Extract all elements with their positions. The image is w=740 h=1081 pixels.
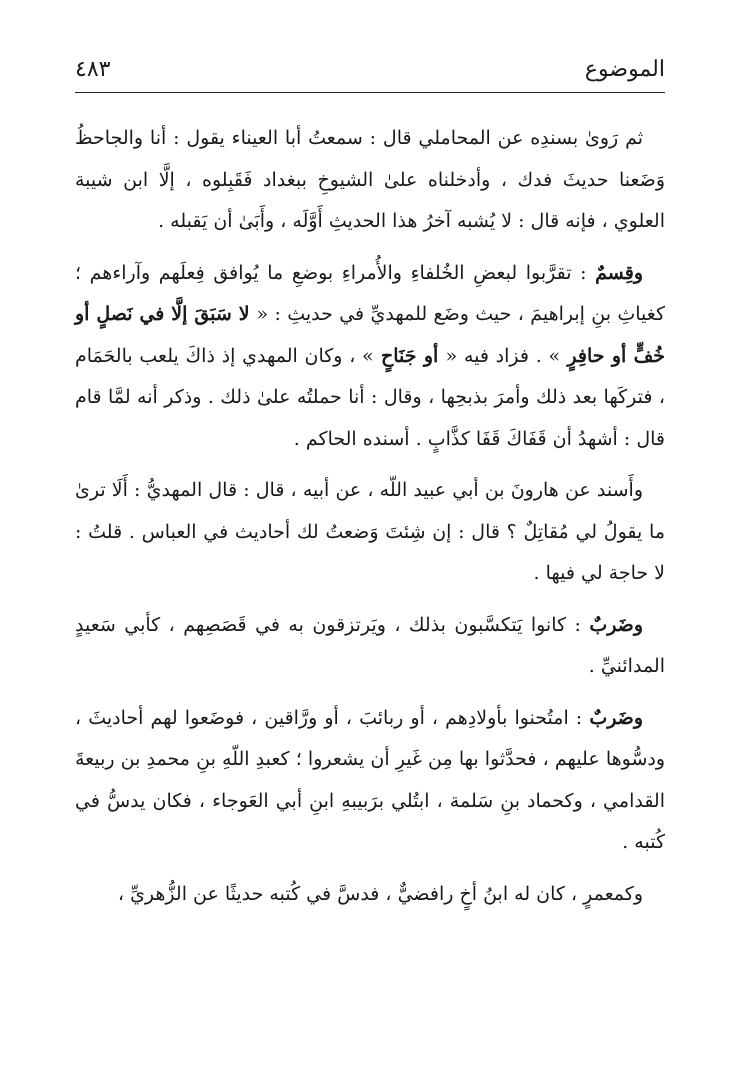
paragraph-text: » ، وكان المهدي إذ ذاكَ يلعب بالحَمَام ، فتركَها بعد ذلك وأمرَ بذبحِها ، وقال : أنا حملتُه علىٰ ذلك . وذكر أنه لمَّا قام قال : أشهدُ أن قَفَاكَ قَفَا كذَّابٍ . أسنده الحاكم . xyxy=(75,344,665,450)
paragraph-text: وكمعمرٍ ، كان له ابنُ أخٍ رافضيٌّ ، فدسَّ في كُتبه حديثًا عن الزُّهريِّ ، xyxy=(117,882,643,905)
paragraph-text: » . فزاد فيه « xyxy=(445,344,561,367)
section-keyword: وضَربٌ xyxy=(589,613,643,636)
paragraph-2 xyxy=(75,253,665,461)
running-title: الموضوع xyxy=(584,57,665,82)
paragraph-6 xyxy=(75,874,665,916)
paragraph-1 xyxy=(75,118,665,243)
hadith-quote: لا سَبَقَ إلَّا في نَصلٍ أو خُفٍّ أو حافِرٍ xyxy=(75,303,665,367)
paragraph-text: : امتُحنوا بأولادِهم ، أو ربائبَ ، أو ورَّاقين ، فوضَعوا لهم أحاديثَ ، ودسُّوها عليهم ، فحدَّثوا بها مِن غَيرِ أن يشعروا ؛ كعبدِ اللّهِ بنِ محمدِ بن ربيعةَ القدامي ، وكحماد بنِ سَلمة ، ابتُلي برَبيبهِ ابنِ أبي العَوجاء ، فكان يدسُّ في كُتبه . xyxy=(75,706,665,853)
paragraph-text: وأَسند عن هارونَ بن أبي عبيد اللّه ، عن أبيه ، قال : قال المهديُّ : أَلَا ترىٰ ما يقولُ لي مُقاتِلٌ ؟ قال : إن شِئتَ وَضعتُ لك أحاديث في العباس . قلتُ : لا حاجة لي فيها . xyxy=(75,479,665,584)
paragraph-text: ثم رَوىٰ بسندِه عن المحاملي قال : سمعتُ أبا العيناء يقول : أنا والجاحظُ وَضَعنا حديثَ فدك ، وأدخلناه علىٰ الشيوخِ ببغداد فَقَبِلوه ، إلَّا ابن شيبة العلوي ، فإنه قال : لا يُشبه آخرُ هذا الحديثِ أَوَّلَه ، وأَبَىٰ أن يَقبله . xyxy=(75,127,665,232)
section-keyword: وقِسمٌ xyxy=(595,261,643,284)
paragraph-5 xyxy=(75,698,665,864)
paragraph-text: : كانوا يَتكسَّبون بذلك ، ويَرتزقون به في قَصَصِهم ، كأبي سَعيدٍ المدائنيِّ . xyxy=(75,613,665,677)
page-body xyxy=(75,118,665,925)
page-header xyxy=(75,55,665,95)
paragraph-text: : تقرَّبوا لبعضِ الخُلفاءِ والأُمراءِ بوضعِ ما يُوافق فِعلَهم وآراءهم ؛ كغياثِ بنِ إبراهيمَ ، حيث وضَع للمهديِّ في حديثِ : « xyxy=(75,261,665,325)
paragraph-4 xyxy=(75,605,665,688)
header-rule xyxy=(75,92,665,93)
page-number: ٤٨٣ xyxy=(75,57,111,82)
section-keyword: وضَربٌ xyxy=(589,706,643,729)
hadith-quote: أو جَنَاحٍ xyxy=(373,344,446,367)
paragraph-3 xyxy=(75,470,665,595)
